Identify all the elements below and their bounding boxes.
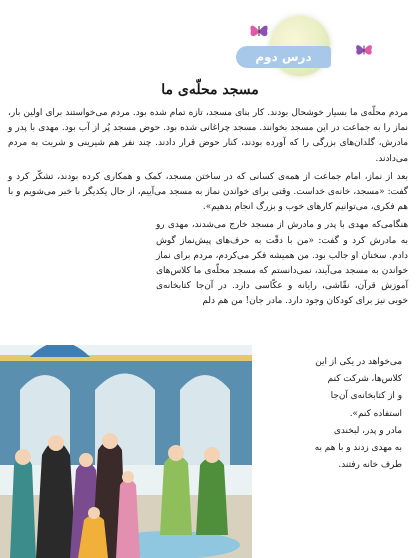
paragraph: بعد از نماز، امام جماعت از همه‌ی کسانی که در ساختن مسجد، کمک و همکاری کرده بودند، تشکّر کرد و گفت: «مسجد، خانه‌ی خداست. وقتی برای خواندن نماز به مسجد می‌آییم، از حال یکدیگر با خبر می‌شویم و با هم فکری، می‌توانیم کارهای خوب و بزرگ انجام بدهیم». — [8, 171, 408, 213]
lesson-text — [8, 106, 408, 313]
mosque-courtyard-illustration — [0, 345, 252, 558]
paragraph: مردم محلّه‌ی ما بسیار خوشحال بودند. کار بنای مسجد، تازه تمام شده بود. مردم می‌خواستند برای اولین بار، نماز را به جماعت در این مسجد بخوانند. مسجد چراغانی شده بود. حوض مسجد پُر از آب بود. مهدی با پدر و مادرش، گلدان‌های بزرگی را که آورده بودند، کنار حوض قرار دادند. چند نفر هم شیرینی و شربت به مردم می‌دادند. — [8, 108, 408, 164]
page-title: مسجد محلّه‌ی ما — [161, 82, 259, 98]
text-line: به مهدی زدند و با هم به — [314, 443, 402, 454]
lesson-badge-label: درس دوم — [236, 46, 331, 68]
side-text — [250, 355, 402, 475]
butterfly-icon — [248, 20, 270, 42]
paragraph: هنگامی‌که مهدی با پدر و مادرش از مسجد خارج می‌شدند، مهدی رو به مادرش کرد و گفت: «من با دقّت به حرف‌های پیش‌نماز گوش دادم. سخنان او جالب بود. من همیشه فکر می‌کردم، مردم برای نماز خواندن به مسجد می‌آیند، نمی‌دانستم که مسجد محلّه‌ی ما کلاس‌های آموزش قرآن، نقّاشی، رایانه و عکّاسی دارد. در آن‌جا کتابخانه‌ی خوبی نیز برای کودکان وجود دارد. مادر جان! من هم دلم — [156, 220, 408, 307]
lesson-badge — [236, 16, 386, 78]
butterfly-icon — [354, 40, 374, 60]
text-line: مادر و پدر، لبخندی — [333, 425, 402, 436]
text-line: کلاس‌ها، شرکت کنم — [327, 374, 402, 385]
text-line: استفاده کنم». — [349, 408, 402, 419]
text-line: می‌خواهد در یکی از این — [315, 357, 402, 367]
text-line: طرف خانه رفتند. — [338, 460, 402, 471]
text-line: و از کتابخانه‌ی آن‌جا — [330, 391, 402, 402]
